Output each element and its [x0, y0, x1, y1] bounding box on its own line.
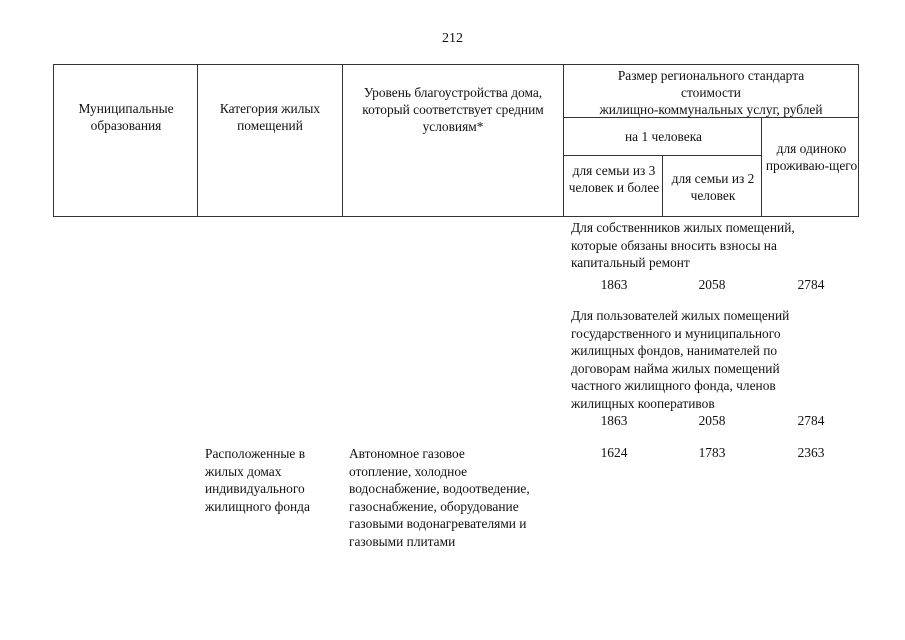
value-family3: 1863: [600, 277, 628, 292]
divider: [197, 64, 198, 217]
col-level-header: Уровень благоустройства дома, который соответствует средним условиям*: [362, 85, 544, 134]
divider: [342, 64, 343, 217]
value-family2: 2058: [698, 277, 726, 292]
page-number: 212: [442, 31, 463, 46]
section-label-owners: Для собственников жилых помещений, которые обязаны вносить взносы на капитальный ремонт: [571, 220, 795, 270]
family3-header: для семьи из 3 человек и более: [568, 163, 660, 195]
col-category-header: Категория жилых помещений: [219, 101, 321, 133]
divider: [662, 155, 663, 217]
divider: [563, 64, 564, 217]
row-category: Расположенные в жилых домах индивидуального жилищного фонда: [205, 446, 310, 514]
value-single: 2363: [797, 445, 825, 460]
value-single: 2784: [797, 413, 825, 428]
single-header: для одиноко проживаю-щего: [765, 141, 858, 173]
value-family3: 1624: [600, 445, 628, 460]
col-standard-header: Размер регионального стандарта стоимости жилищно-коммунальных услуг, рублей: [599, 68, 823, 117]
family2-header: для семьи из 2 человек: [671, 171, 755, 203]
divider: [761, 117, 762, 217]
divider: [563, 155, 761, 156]
per-person-header: на 1 человека: [625, 129, 702, 144]
value-family2: 1783: [698, 445, 726, 460]
value-family2: 2058: [698, 413, 726, 428]
value-single: 2784: [797, 277, 825, 292]
col-municipal-header: Муниципальные образования: [78, 101, 174, 133]
value-family3: 1863: [600, 413, 628, 428]
row-level: Автономное газовое отопление, холодное водоснабжение, водоотведение, газоснабжение, оборудование газовыми водонагревателями и газовыми плитами: [349, 446, 530, 549]
section-label-users: Для пользователей жилых помещений государственного и муниципального жилищных фондов, нанимателей по договорам найма жилых помещений частного жилищного фонда, членов жилищных кооперативов: [571, 308, 790, 411]
